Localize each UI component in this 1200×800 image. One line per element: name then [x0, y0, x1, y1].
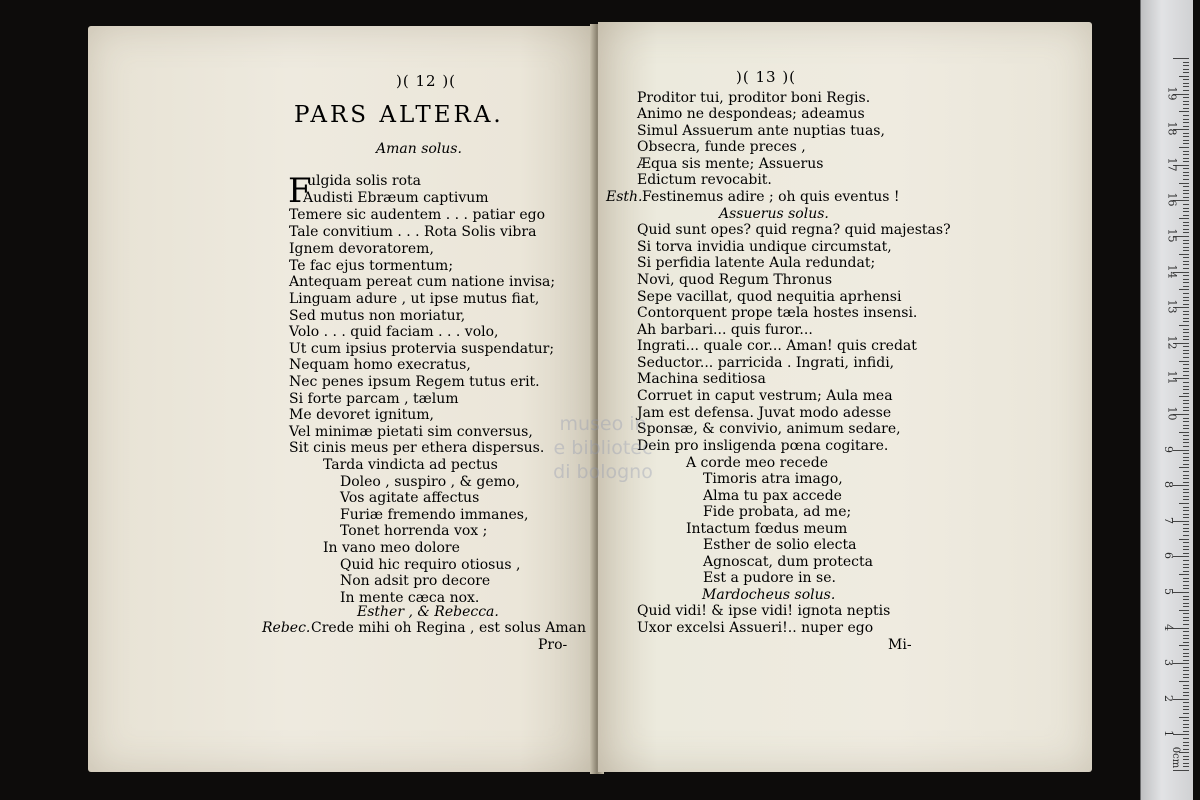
text-line: Seductor... parricida . Ingrati, infidi,	[637, 355, 895, 371]
ruler-tick	[1183, 293, 1189, 294]
text-line: Machina seditiosa	[637, 371, 766, 387]
ruler-tick	[1183, 400, 1189, 401]
ruler-tick	[1183, 460, 1189, 461]
ruler-tick	[1183, 108, 1189, 109]
text-line: Quid sunt opes? quid regna? quid majestas?	[637, 222, 951, 238]
ruler-number: 6	[1162, 552, 1175, 560]
ruler-tick	[1179, 147, 1189, 148]
ruler-tick	[1183, 724, 1189, 725]
text-line: Edictum revocabit.	[637, 172, 772, 188]
ruler-tick	[1179, 254, 1189, 255]
ruler-tick	[1183, 731, 1189, 732]
ruler-tick	[1179, 467, 1189, 468]
ruler-tick	[1183, 759, 1189, 760]
ruler-tick	[1183, 446, 1189, 447]
text-line: Simul Assuerum ante nuptias tuas,	[637, 123, 885, 139]
ruler-tick	[1183, 418, 1189, 419]
ruler-tick	[1183, 709, 1189, 710]
text-line: Corruet in caput vestrum; Aula mea	[637, 388, 893, 404]
text-line: Festinemus adire ; oh quis eventus !	[642, 189, 900, 205]
ruler-tick	[1183, 442, 1189, 443]
ruler-tick	[1179, 432, 1189, 433]
text-line: Vel minimæ pietati sim conversus,	[289, 424, 533, 440]
ruler-tick	[1183, 638, 1189, 639]
ruler-tick	[1183, 72, 1189, 73]
ruler-tick	[1183, 567, 1189, 568]
watermark-line: e bibliotec	[553, 437, 653, 459]
ruler-tick	[1179, 76, 1189, 77]
ruler-tick	[1183, 140, 1189, 141]
text-line: Crede mihi oh Regina , est solus Aman	[311, 620, 586, 636]
text-line: Dein pro insligenda pœna cogitare.	[637, 438, 889, 454]
ruler-tick	[1173, 556, 1189, 557]
ruler-tick	[1183, 136, 1189, 137]
text-line: Temere sic audentem . . . patiar ego	[289, 207, 546, 223]
ruler-tick	[1183, 564, 1189, 565]
ruler-tick	[1183, 175, 1189, 176]
ruler-tick	[1183, 297, 1189, 298]
ruler-tick	[1183, 158, 1189, 159]
ruler-tick	[1183, 151, 1189, 152]
text-line: Vos agitate affectus	[340, 490, 480, 506]
ruler-tick	[1183, 193, 1189, 194]
ruler-tick	[1183, 631, 1189, 632]
ruler-tick	[1179, 396, 1189, 397]
ruler-tick	[1183, 766, 1189, 767]
ruler-tick	[1183, 453, 1189, 454]
ruler-tick	[1183, 264, 1189, 265]
ruler-tick	[1183, 528, 1189, 529]
ruler-tick	[1183, 186, 1189, 187]
ruler-tick	[1183, 279, 1189, 280]
text-line: Si torva invidia undique circumstat,	[637, 239, 892, 255]
ruler-tick	[1183, 133, 1189, 134]
ruler-tick	[1183, 321, 1189, 322]
ruler-tick	[1183, 596, 1189, 597]
text-line: Sed mutus non moriatur,	[289, 308, 466, 324]
ruler-tick	[1183, 311, 1189, 312]
text-line: Est a pudore in se.	[703, 570, 836, 586]
ruler-tick	[1183, 738, 1189, 739]
ruler-tick	[1183, 464, 1189, 465]
ruler-tick	[1183, 393, 1189, 394]
right-page-number: )( 13 )(	[736, 68, 797, 86]
ruler-tick	[1183, 304, 1189, 305]
text-line: Alma tu pax accede	[703, 488, 842, 504]
ruler-tick	[1183, 257, 1189, 258]
ruler-tick	[1183, 79, 1189, 80]
ruler-number: 5	[1162, 588, 1175, 595]
ruler-tick	[1183, 745, 1189, 746]
text-line: Contorquent prope tæla hostes insensi.	[637, 305, 918, 321]
text-line: Si perfidia latente Aula redundat;	[637, 255, 876, 271]
ruler-tick	[1183, 421, 1189, 422]
ruler-tick	[1179, 610, 1189, 611]
ruler-number: 3	[1162, 659, 1175, 667]
ruler-number: 8	[1162, 481, 1175, 489]
ruler-tick	[1183, 514, 1189, 515]
ruler-tick	[1179, 111, 1189, 112]
ruler-tick	[1183, 104, 1189, 105]
ruler-tick	[1183, 368, 1189, 369]
ruler-tick	[1179, 539, 1189, 540]
text-line: Ingrati... quale cor... Aman! quis credat	[637, 338, 917, 354]
ruler-tick	[1183, 314, 1189, 315]
text-line: Antequam pereat cum natione invisa;	[289, 274, 556, 290]
ruler-tick	[1183, 143, 1189, 144]
ruler-tick	[1183, 382, 1189, 383]
ruler-tick	[1183, 571, 1189, 572]
ruler-tick	[1183, 531, 1189, 532]
text-line: Intactum fœdus meum	[686, 521, 848, 537]
ruler-tick	[1183, 642, 1189, 643]
ruler-tick	[1183, 208, 1189, 209]
ruler-tick	[1183, 410, 1189, 411]
text-line: Non adsit pro decore	[340, 573, 491, 589]
ruler-tick	[1173, 770, 1189, 771]
text-line: Esth.	[606, 189, 643, 205]
watermark-line: museo in	[559, 413, 647, 435]
ruler-number: 1	[1162, 730, 1175, 738]
text-line: Aman solus.	[376, 141, 462, 157]
ruler-tick	[1183, 475, 1189, 476]
ruler-tick	[1183, 353, 1189, 354]
ruler-tick	[1183, 599, 1189, 600]
ruler-number: 9	[1162, 445, 1175, 453]
ruler-tick	[1183, 232, 1189, 233]
ruler-tick	[1183, 578, 1189, 579]
ruler-tick	[1183, 386, 1189, 387]
ruler-tick	[1183, 674, 1189, 675]
text-line: Novi, quod Regum Thronus	[637, 272, 833, 288]
ruler-tick	[1183, 65, 1189, 66]
text-line: Agnoscat, dum protecta	[703, 554, 873, 570]
ruler-tick	[1183, 425, 1189, 426]
ruler-tick	[1183, 204, 1189, 205]
ruler-tick	[1183, 542, 1189, 543]
ruler-tick	[1173, 521, 1189, 522]
ruler-number: 7	[1162, 516, 1175, 524]
text-line: Ignem devoratorem,	[289, 241, 434, 257]
text-line: Jam est defensa. Juvat modo adesse	[637, 405, 892, 421]
ruler-tick	[1183, 329, 1189, 330]
ruler-tick	[1173, 663, 1189, 664]
ruler-tick	[1173, 58, 1189, 59]
ruler-tick	[1173, 485, 1189, 486]
ruler-tick	[1183, 588, 1189, 589]
text-line: Volo . . . quid faciam . . . volo,	[289, 324, 499, 340]
ruler-tick	[1183, 553, 1189, 554]
text-line: Me devoret ignitum,	[289, 407, 435, 423]
ruler-tick	[1183, 282, 1189, 283]
ruler-tick	[1183, 428, 1189, 429]
ruler-tick	[1179, 574, 1189, 575]
ruler-tick	[1183, 720, 1189, 721]
ruler-tick	[1183, 471, 1189, 472]
text-line: ulgida solis rota	[307, 173, 421, 189]
ruler-tick	[1183, 482, 1189, 483]
text-line: Obsecra, funde preces ,	[637, 139, 806, 155]
watermark-line: di bologno	[553, 461, 653, 483]
ruler-tick	[1179, 289, 1189, 290]
ruler-number: 14	[1165, 264, 1179, 279]
ruler-tick	[1183, 332, 1189, 333]
ruler-tick	[1183, 215, 1189, 216]
ruler-tick	[1183, 197, 1189, 198]
ruler-tick	[1179, 361, 1189, 362]
text-line: Uxor excelsi Assueri!.. nuper ego	[637, 620, 874, 636]
ruler-tick	[1183, 649, 1189, 650]
text-line: Furiæ fremendo immanes,	[340, 507, 529, 523]
ruler-tick	[1183, 670, 1189, 671]
ruler-number: 13	[1165, 299, 1179, 314]
ruler-tick	[1183, 653, 1189, 654]
ruler-tick	[1183, 763, 1189, 764]
ruler-tick	[1183, 546, 1189, 547]
ruler-tick	[1183, 243, 1189, 244]
text-line: Proditor tui, proditor boni Regis.	[637, 90, 871, 106]
ruler-tick	[1183, 695, 1189, 696]
text-line: Doleo , suspiro , & gemo,	[340, 474, 520, 490]
ruler-tick	[1183, 375, 1189, 376]
drop-cap: F	[288, 171, 312, 211]
ruler-tick	[1183, 119, 1189, 120]
ruler-tick	[1183, 225, 1189, 226]
ruler-tick	[1183, 122, 1189, 123]
ruler-tick	[1183, 403, 1189, 404]
ruler-tick	[1183, 677, 1189, 678]
ruler-tick	[1183, 101, 1189, 102]
ruler-tick	[1183, 211, 1189, 212]
ruler-tick	[1183, 617, 1189, 618]
text-line: Tarda vindicta ad pectus	[323, 457, 498, 473]
ruler-tick	[1183, 407, 1189, 408]
ruler-tick	[1183, 635, 1189, 636]
ruler-tick	[1183, 478, 1189, 479]
ruler-tick	[1183, 126, 1189, 127]
ruler-tick	[1183, 496, 1189, 497]
text-line: Sepe vacillat, quod nequitia aprhensi	[637, 289, 902, 305]
ruler-unit-label: 0cm	[1170, 746, 1182, 769]
ruler-number: 18	[1165, 121, 1179, 136]
ruler-tick	[1183, 706, 1189, 707]
ruler-tick	[1179, 717, 1189, 718]
ruler-tick	[1183, 742, 1189, 743]
ruler-tick	[1183, 439, 1189, 440]
text-line: Sit cinis meus per ethera dispersus.	[289, 440, 545, 456]
ruler-tick	[1183, 83, 1189, 84]
ruler-tick	[1183, 581, 1189, 582]
ruler-tick	[1183, 229, 1189, 230]
ruler-tick	[1173, 734, 1189, 735]
ruler-tick	[1183, 606, 1189, 607]
ruler-tick	[1183, 161, 1189, 162]
ruler-tick	[1183, 268, 1189, 269]
ruler-tick	[1183, 190, 1189, 191]
ruler-number: 15	[1165, 228, 1179, 243]
text-line: Æqua sis mente; Assuerus	[637, 156, 824, 172]
ruler-tick	[1179, 645, 1189, 646]
ruler-tick	[1183, 69, 1189, 70]
text-line: A corde meo recede	[686, 455, 829, 471]
ruler-number: 10	[1165, 406, 1179, 421]
ruler-number: 19	[1165, 86, 1179, 101]
ruler-tick	[1179, 218, 1189, 219]
ruler-tick	[1183, 168, 1189, 169]
ruler-tick	[1183, 620, 1189, 621]
measuring-ruler	[1140, 0, 1193, 800]
ruler-tick	[1183, 560, 1189, 561]
text-line: Quid vidi! & ipse vidi! ignota neptis	[637, 603, 891, 619]
text-line: Tonet horrenda vox ;	[340, 523, 488, 539]
ruler-tick	[1183, 688, 1189, 689]
text-line: In mente cæca nox.	[340, 590, 480, 606]
text-line: Pro-	[538, 637, 568, 653]
ruler-tick	[1183, 179, 1189, 180]
ruler-tick	[1183, 350, 1189, 351]
ruler-tick	[1183, 603, 1189, 604]
ruler-number: 2	[1162, 694, 1175, 702]
ruler-tick	[1173, 592, 1189, 593]
text-line: Ut cum ipsius protervia suspendatur;	[289, 341, 555, 357]
text-line: Quid hic requiro otiosus ,	[340, 557, 521, 573]
ruler-tick	[1183, 524, 1189, 525]
ruler-tick	[1183, 115, 1189, 116]
ruler-tick	[1183, 713, 1189, 714]
ruler-tick	[1183, 624, 1189, 625]
ruler-tick	[1183, 499, 1189, 500]
ruler-tick	[1173, 699, 1189, 700]
text-line: Fide probata, ad me;	[703, 504, 852, 520]
ruler-tick	[1183, 685, 1189, 686]
text-line: Si forte parcam , tælum	[289, 391, 459, 407]
ruler-tick	[1183, 336, 1189, 337]
text-line: Te fac ejus tormentum;	[289, 258, 454, 274]
ruler-tick	[1183, 535, 1189, 536]
ruler-number: 4	[1162, 623, 1175, 631]
ruler-tick	[1183, 261, 1189, 262]
ruler-tick	[1183, 286, 1189, 287]
ruler-tick	[1183, 364, 1189, 365]
ruler-tick	[1183, 62, 1189, 63]
ruler-tick	[1183, 172, 1189, 173]
ruler-tick	[1183, 702, 1189, 703]
ruler-number: 11	[1165, 370, 1179, 385]
ruler-tick	[1183, 507, 1189, 508]
ruler-tick	[1183, 318, 1189, 319]
ruler-tick	[1183, 154, 1189, 155]
ruler-tick	[1183, 346, 1189, 347]
ruler-tick	[1183, 222, 1189, 223]
text-line: Nequam homo execratus,	[289, 357, 471, 373]
text-line: Esther de solio electa	[703, 537, 857, 553]
ruler-tick	[1173, 450, 1189, 451]
ruler-tick	[1183, 240, 1189, 241]
ruler-tick	[1183, 457, 1189, 458]
text-line: Rebec.	[262, 620, 311, 636]
ruler-tick	[1183, 86, 1189, 87]
ruler-tick	[1183, 275, 1189, 276]
ruler-tick	[1183, 371, 1189, 372]
ruler-tick	[1183, 435, 1189, 436]
ruler-tick	[1183, 357, 1189, 358]
ruler-tick	[1183, 517, 1189, 518]
ruler-tick	[1183, 300, 1189, 301]
text-line: Animo ne despondeas; adeamus	[637, 106, 865, 122]
text-line: Tale convitium . . . Rota Solis vibra	[289, 224, 537, 240]
ruler-tick	[1183, 247, 1189, 248]
text-line: Timoris atra imago,	[703, 471, 843, 487]
text-line: In vano meo dolore	[323, 540, 460, 556]
text-line: Assuerus solus.	[719, 206, 829, 222]
ruler-tick	[1183, 97, 1189, 98]
ruler-number: 12	[1165, 335, 1179, 350]
ruler-tick	[1183, 250, 1189, 251]
ruler-tick	[1183, 489, 1189, 490]
ruler-number: 16	[1165, 192, 1179, 207]
ruler-tick	[1183, 90, 1189, 91]
text-line: Mardocheus solus.	[702, 587, 836, 603]
ruler-tick	[1183, 585, 1189, 586]
ruler-tick	[1183, 613, 1189, 614]
ruler-number: 17	[1165, 157, 1179, 172]
ruler-tick	[1183, 656, 1189, 657]
ruler-tick	[1183, 756, 1189, 757]
ruler-tick	[1173, 628, 1189, 629]
ruler-tick	[1183, 549, 1189, 550]
text-line: Sponsæ, & convivio, animum sedare,	[637, 421, 901, 437]
ruler-tick	[1179, 183, 1189, 184]
text-line: Mi-	[888, 637, 912, 653]
ruler-tick	[1179, 503, 1189, 504]
text-line: Esther , & Rebecca.	[357, 604, 499, 620]
text-line: Linguam adure , ut ipse mutus fiat,	[289, 291, 540, 307]
ruler-tick	[1183, 339, 1189, 340]
ruler-tick	[1179, 325, 1189, 326]
ruler-tick	[1183, 510, 1189, 511]
text-line: Audisti Ebræum captivum	[303, 190, 489, 206]
ruler-tick	[1183, 727, 1189, 728]
ruler-tick	[1183, 667, 1189, 668]
ruler-tick	[1183, 749, 1189, 750]
section-heading: PARS ALTERA.	[294, 102, 504, 128]
ruler-tick	[1179, 681, 1189, 682]
ruler-tick	[1183, 389, 1189, 390]
ruler-tick	[1183, 692, 1189, 693]
text-line: Nec penes ipsum Regem tutus erit.	[289, 374, 540, 390]
text-line: Ah barbari... quis furor...	[637, 322, 813, 338]
ruler-tick	[1183, 660, 1189, 661]
ruler-tick	[1183, 492, 1189, 493]
left-page-number: )( 12 )(	[396, 72, 457, 90]
